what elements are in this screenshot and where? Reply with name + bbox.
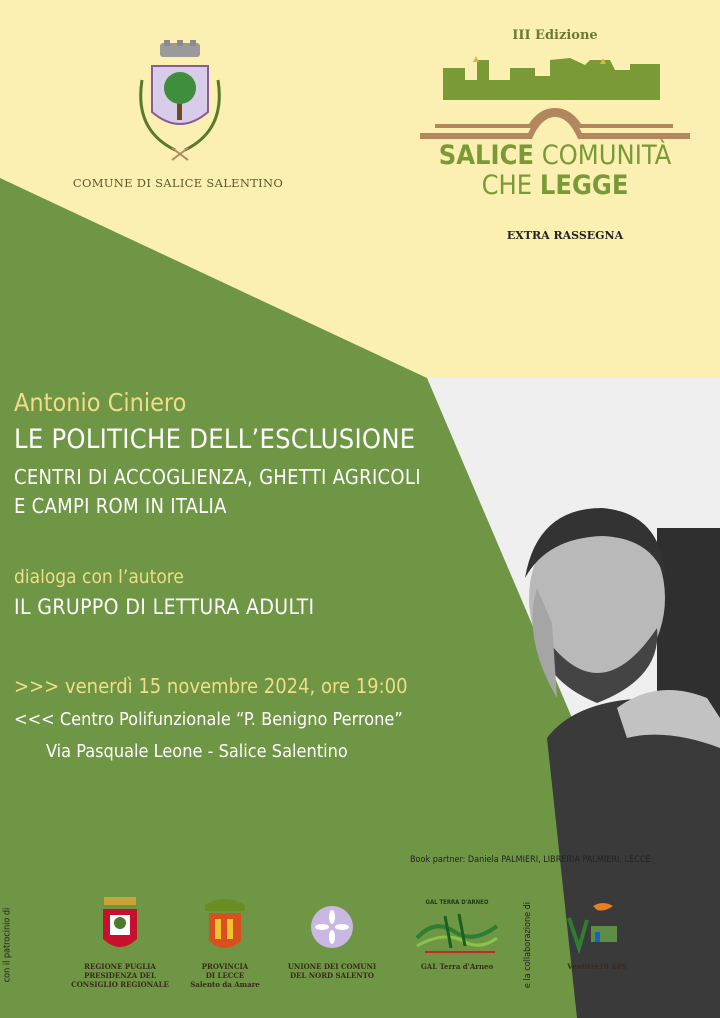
brand-word-legge: LEGGE (539, 170, 629, 201)
comune-crest-icon (130, 40, 230, 168)
brand-word-salice: SALICE (438, 140, 534, 171)
ventitre10-logo-icon (565, 898, 625, 954)
provincia-lecce-logo-icon (203, 897, 247, 955)
brand-word-che: CHE (481, 170, 533, 201)
extra-rassegna-label: EXTRA RASSEGNA (506, 229, 624, 242)
book-subtitle (14, 463, 421, 521)
gal-label: GAL Terra d'Arneo (420, 962, 494, 971)
provincia-label-1: PROVINCIA (201, 962, 249, 971)
book-partner: Book partner: Daniela PALMIERI, LIBRERIA PALMIERI, LECCE (410, 855, 651, 865)
event-date: >>> venerdì 15 novembre 2024, ore 19:00 (14, 674, 408, 698)
regione-puglia-logo-icon (100, 897, 140, 955)
skyline-book-icon (415, 40, 695, 145)
unione-label-1: UNIONE DEI COMUNI (287, 962, 377, 971)
patrocinio-label: con il patrocinio di (2, 907, 13, 983)
regione-label-2: PRESIDENZA DEL (84, 971, 156, 980)
gal-terra-arneo-logo-icon (415, 908, 499, 954)
author-name: Antonio Ciniero (14, 388, 187, 417)
dialoga-label: dialoga con l’autore (14, 566, 184, 588)
unione-comuni-logo-icon (310, 905, 354, 949)
regione-label-3: CONSIGLIO REGIONALE (71, 980, 169, 989)
subtitle-line-1: CENTRI DI ACCOGLIENZA, GHETTI AGRICOLI (14, 465, 421, 489)
reading-group: IL GRUPPO DI LETTURA ADULTI (14, 595, 315, 619)
edition-label: III Edizione (512, 28, 598, 43)
provincia-label-3: Salento da Amare (190, 980, 260, 989)
subtitle-line-2: E CAMPI ROM IN ITALIA (14, 494, 227, 518)
gal-top-label: GAL TERRA D'ARNEO (425, 899, 489, 906)
ventitre-label: Ventitrè10 APS (567, 962, 627, 971)
brand-word-comunita: COMUNITÀ (541, 140, 672, 171)
unione-label-2: DEL NORD SALENTO (289, 971, 375, 980)
event-venue: <<< Centro Polifunzionale “P. Benigno Perrone” (14, 709, 403, 730)
book-title: LE POLITICHE DELL’ESCLUSIONE (14, 424, 416, 455)
collaborazione-label: e la collaborazione di (523, 901, 534, 989)
event-address: Via Pasquale Leone - Salice Salentino (46, 741, 348, 762)
provincia-label-2: DI LECCE (205, 971, 245, 980)
comune-label: COMUNE DI SALICE SALENTINO (72, 176, 284, 190)
regione-label-1: REGIONE PUGLIA (84, 962, 156, 971)
